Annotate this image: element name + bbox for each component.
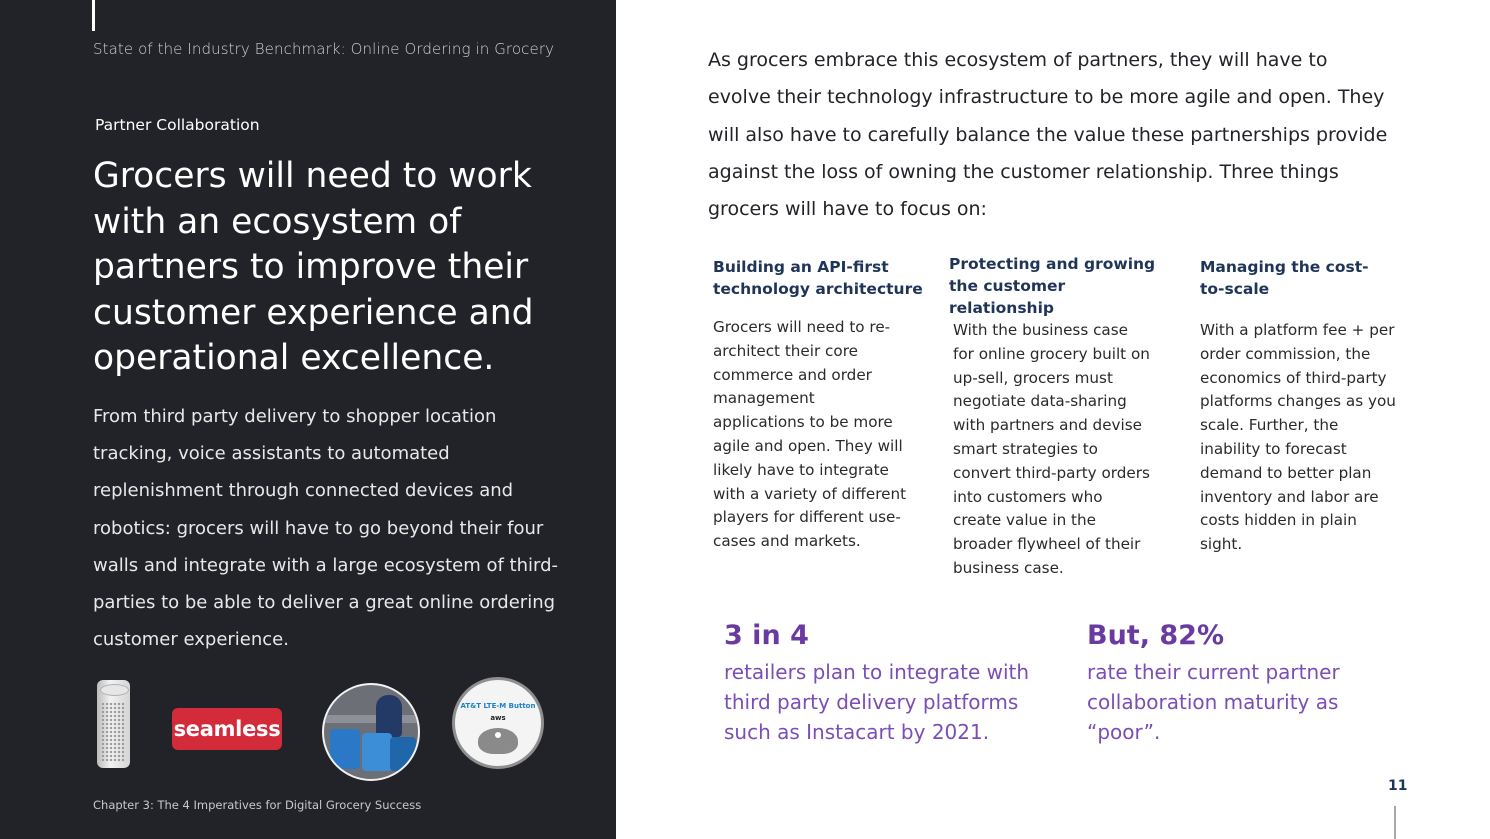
page-number-rule [1394, 806, 1396, 839]
column-body: Grocers will need to re-architect their core commerce and order management applications to be more agile and open. They will likely have to integrate with a variety of different players for different use-cases and markets. [713, 318, 907, 551]
headline: Grocers will need to work with an ecosystem of partners to improve their customer experience and operational excellence. [93, 156, 534, 378]
column-body: With a platform fee + per order commission, the economics of third-party platforms changes as you scale. Further, the inability to forecast demand to better plan inventory and labor are costs hidden in plain sight. [1200, 321, 1396, 554]
speaker-grill [101, 702, 126, 762]
body-paragraph: As grocers embrace this ecosystem of partners, they will have to evolve their technology infrastructure to be more agile and open. They will also have to carefully balance the value these partnerships provide against the loss of owning the customer relationship. Three things grocers will have to focus on: [708, 49, 1388, 221]
stat-description: retailers plan to integrate with third party delivery platforms such as Instacart by 2021. [724, 660, 1030, 744]
att-lte-m-button-image [452, 677, 544, 769]
grocery-bags-photo [322, 683, 420, 781]
aws-label: aws [490, 714, 506, 722]
page-number: 11 [1388, 778, 1408, 794]
photo-shelf [324, 715, 418, 723]
column-body: With the business case for online grocery built on up-sell, grocers must negotiate data-sharing with partners and devise smart strategies to convert third-party orders into customers who create value in the broader flywheel of their business case. [953, 321, 1150, 577]
column-heading: Protecting and growing the customer relationship [949, 255, 1156, 317]
speaker-top [100, 684, 129, 696]
seamless-logo: seamless [172, 708, 282, 750]
photo-shopper [376, 695, 402, 737]
stat-value: 3 in 4 [724, 620, 809, 651]
chapter-footer: Chapter 3: The 4 Imperatives for Digital Grocery Success [93, 798, 422, 812]
left-panel [0, 0, 616, 839]
smart-speaker-icon [97, 680, 130, 768]
photo-bag [390, 737, 416, 771]
stat-value: But, 82% [1087, 620, 1224, 651]
top-divider [92, 0, 95, 31]
photo-bag [362, 733, 392, 771]
stat-description: rate their current partner collaboration maturity as “poor”. [1087, 660, 1340, 744]
att-button-label: AT&T LTE-M Button [460, 702, 536, 710]
column-heading: Building an API-first technology architecture [713, 258, 923, 298]
photo-bag [330, 729, 360, 769]
section-label: Partner Collaboration [95, 116, 260, 134]
column-heading: Managing the cost-to-scale [1200, 258, 1369, 298]
intro-paragraph: From third party delivery to shopper location tracking, voice assistants to automated replenishment through connected devices and robotics: grocers will have to go beyond their four walls and integrate with a large ecosystem of third-parties to be able to deliver a great online ordering customer experience. [93, 406, 559, 651]
document-title: State of the Industry Benchmark: Online Ordering in Grocery [93, 40, 555, 58]
button-base [478, 728, 518, 754]
